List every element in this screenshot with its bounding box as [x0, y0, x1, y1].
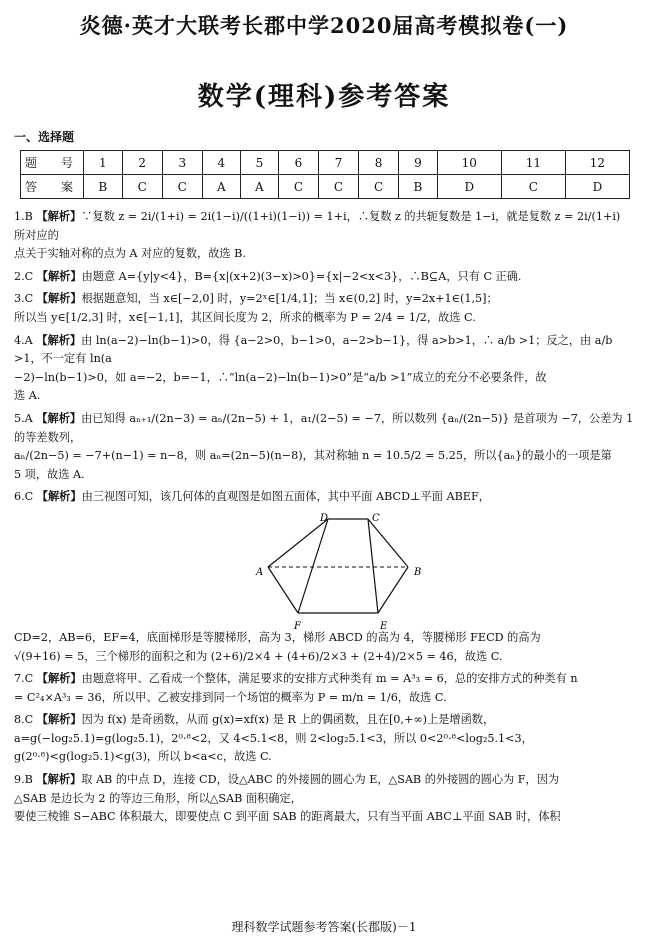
edge-AD: [268, 519, 328, 567]
answer-table-row-answers: [21, 175, 630, 199]
solution-line: [14, 808, 634, 827]
solution-line: [14, 387, 634, 406]
question-number: 4.A: [14, 333, 33, 347]
solution-text: △SAB 是边长为 2 的等边三角形，所以△SAB 面积确定，: [14, 791, 302, 805]
solution-line: [14, 670, 634, 689]
solution-line: [14, 309, 634, 328]
analysis-tag: 【解析】: [36, 269, 82, 283]
row-label: 答 案: [21, 175, 84, 199]
vertex-label: C: [372, 512, 380, 524]
answer-cell: A: [202, 175, 240, 199]
solution-text: 由题意将甲、乙看成一个整体，满足要求的安排方式种类有 m = A³₃ = 6，总的安排方式的种类有 n: [81, 672, 578, 686]
edge-DF: [298, 519, 328, 613]
question-number-cell: 9: [399, 151, 438, 175]
solution-item: [14, 208, 634, 264]
question-number: 3.C: [14, 292, 34, 306]
answer-cell: D: [437, 175, 501, 199]
solution-line: [14, 410, 634, 447]
solution-line: [14, 268, 634, 287]
vertex-label: F: [294, 620, 301, 632]
solution-text: 取 AB 的中点 D，连接 CD，设△ABC 的外接圆的圆心为 E，△SAB 的外接圆的圆心为 F，因为: [81, 773, 560, 787]
analysis-tag: 【解析】: [36, 672, 82, 686]
solution-item: [14, 332, 634, 406]
solution-text: 根据题意知，当 x∈[−2,0] 时，y=2ˣ∈[1/4,1]；当 x∈(0,2] 时，y=2x+1∈(1,5]；: [81, 292, 498, 306]
solution-line: √(9+16) = 5，三个梯形的面积之和为 (2+6)/2×4 + (4+6)/2×3 + (2+4)/2×5 = 46，故选 C.: [14, 649, 503, 663]
answer-cell: B: [84, 175, 123, 199]
page-footer: 理科数学试题参考答案(长郡版)－1: [231, 920, 417, 934]
solution-line: CD=2，AB=6，EF=4，底面梯形是等腰梯形，高为 3，梯形 ABCD 的高为 4，等腰梯形 FECD 的高为: [14, 630, 541, 644]
solution-item: [14, 771, 634, 827]
solution-text: 点关于实轴对称的点为 A 对应的复数，故选 B.: [14, 247, 246, 261]
question-number-cell: 1: [84, 151, 123, 175]
edge-CE: [368, 519, 378, 613]
solution-text: 由题意 A={y|y<4}，B={x|(x+2)(3−x)>0}={x|−2<x<3}，∴B⊆A，只有 C 正确.: [81, 269, 522, 283]
analysis-tag: 【解析】: [36, 773, 82, 787]
answer-cell: C: [501, 175, 565, 199]
solution-line: [14, 332, 634, 369]
analysis-tag: 【解析】: [36, 713, 82, 727]
question-number: 6.C: [14, 490, 34, 504]
solution-line: [14, 689, 634, 708]
solution-line: [14, 711, 634, 730]
solution-text: = C²₄×A³₃ = 36，所以甲、乙被安排到同一个场馆的概率为 P = m/n = 1/6，故选 C.: [14, 690, 447, 704]
solution-text: 要使三棱锥 S−ABC 体积最大，即要使点 C 到平面 SAB 的距离最大，只有当平面 ABC⊥平面 SAB 时，体积: [14, 810, 561, 824]
solution-line: [14, 245, 634, 264]
solution-line: [14, 488, 634, 507]
question-number: 7.C: [14, 672, 34, 686]
analysis-tag: 【解析】: [36, 292, 82, 306]
answer-cell: A: [240, 175, 278, 199]
question-number: 9.B: [14, 773, 33, 787]
solution-line: [14, 290, 634, 309]
answer-table-row-numbers: [21, 151, 630, 175]
question-number-cell: 12: [565, 151, 629, 175]
question-number-cell: 6: [278, 151, 318, 175]
solution-item: [14, 268, 634, 287]
solution-line: [14, 208, 634, 245]
solution-text: 因为 f(x) 是奇函数，从而 g(x)=xf(x) 是 R 上的偶函数，且在[0,+∞)上是增函数，: [81, 713, 495, 727]
solution-line: [14, 466, 634, 485]
answer-cell: C: [122, 175, 162, 199]
page-header: 炎德·英才大联考长郡中学2020届高考模拟卷(一): [79, 13, 569, 38]
question-number: 8.C: [14, 713, 34, 727]
solution-item: [14, 290, 634, 327]
solution-line: [14, 771, 634, 790]
answer-cell: C: [278, 175, 318, 199]
analysis-tag: 【解析】: [36, 210, 82, 223]
solution-item: [14, 670, 634, 707]
pentahedron-figure: [14, 509, 634, 632]
answer-cell: D: [565, 175, 629, 199]
page-title: 数学(理科)参考答案: [197, 82, 451, 112]
solution-text: ∵复数 z = 2i/(1+i) = 2i(1−i)/((1+i)(1−i)) = 1+i，∴复数 z 的共轭复数是 1−i，就是复数 z = 2i/(1+i) 所对应的: [14, 210, 621, 242]
edge-FA: [268, 567, 298, 613]
edge-CB: [368, 519, 408, 567]
question-number-cell: 5: [240, 151, 278, 175]
answer-cell: C: [318, 175, 358, 199]
solution-text: 5 项，故选 A.: [14, 467, 85, 481]
solution-text: 由 ln(a−2)−ln(b−1)>0，得 {a−2>0，b−1>0，a−2>b−1}，得 a>b>1，∴ a/b >1；反之，由 a/b >1，不一定有 ln(a: [14, 333, 613, 366]
question-number: 1.B: [14, 210, 33, 223]
analysis-tag: 【解析】: [36, 411, 82, 425]
question-number: 2.C: [14, 269, 34, 283]
vertex-label: D: [320, 512, 329, 524]
answer-cell: C: [359, 175, 399, 199]
answer-table: [20, 150, 630, 199]
solution-text: g(2⁰·⁸)<g(log₂5.1)<g(3)，所以 b<a<c，故选 C.: [14, 750, 272, 764]
solution-line: [14, 790, 634, 809]
solutions: [14, 208, 634, 831]
solution-text: −2)−ln(b−1)>0，如 a=−2，b=−1，∴“ln(a−2)−ln(b−1)>0”是“a/b >1”成立的充分不必要条件，故: [14, 370, 547, 384]
solution-line: [14, 447, 634, 466]
solution-item: [14, 410, 634, 484]
analysis-tag: 【解析】: [36, 333, 82, 347]
question-number-cell: 7: [318, 151, 358, 175]
solution-item: [14, 711, 634, 767]
question-number-cell: 2: [122, 151, 162, 175]
solution-line: [14, 369, 634, 388]
question-number-cell: 3: [162, 151, 202, 175]
solution-text: 选 A.: [14, 389, 41, 403]
answer-cell: B: [399, 175, 438, 199]
solution-text: a=g(−log₂5.1)=g(log₂5.1)，2⁰·⁸<2，又 4<5.1<8，则 2<log₂5.1<3，所以 0<2⁰·⁸<log₂5.1<3，: [14, 731, 533, 745]
question-number-cell: 8: [359, 151, 399, 175]
solution-line: [14, 730, 634, 749]
solution-text: 所以当 y∈[1/2,3] 时，x∈[−1,1]，其区间长度为 2，所求的概率为 P = 2/4 = 1/2，故选 C.: [14, 310, 476, 324]
row-label: 题 号: [21, 151, 84, 175]
solution-line: [14, 748, 634, 767]
question-number-cell: 11: [501, 151, 565, 175]
edge-BE: [378, 567, 408, 613]
analysis-tag: 【解析】: [36, 490, 82, 504]
question-number: 5.A: [14, 411, 33, 425]
question-number-cell: 4: [202, 151, 240, 175]
solution-text: 由三视图可知，该几何体的直观图是如图五面体，其中平面 ABCD⊥平面 ABEF，: [81, 490, 490, 504]
solution-text: aₙ/(2n−5) = −7+(n−1) = n−8，则 aₙ=(2n−5)(n−8)，其对称轴 n = 10.5/2 = 5.25，所以{aₙ}的最小的一项是第: [14, 449, 612, 463]
answer-cell: C: [162, 175, 202, 199]
solution-item: [14, 488, 634, 666]
question-number-cell: 10: [437, 151, 501, 175]
section-title: 一、选择题: [14, 130, 75, 144]
vertex-label: A: [256, 566, 264, 578]
vertex-label: E: [380, 620, 388, 632]
vertex-label: B: [414, 566, 422, 578]
solution-text: 由已知得 aₙ₊₁/(2n−3) = aₙ/(2n−5) + 1，a₁/(2−5) = −7，所以数列 {aₙ/(2n−5)} 是首项为 −7，公差为 1 的等差数列，: [14, 411, 634, 444]
